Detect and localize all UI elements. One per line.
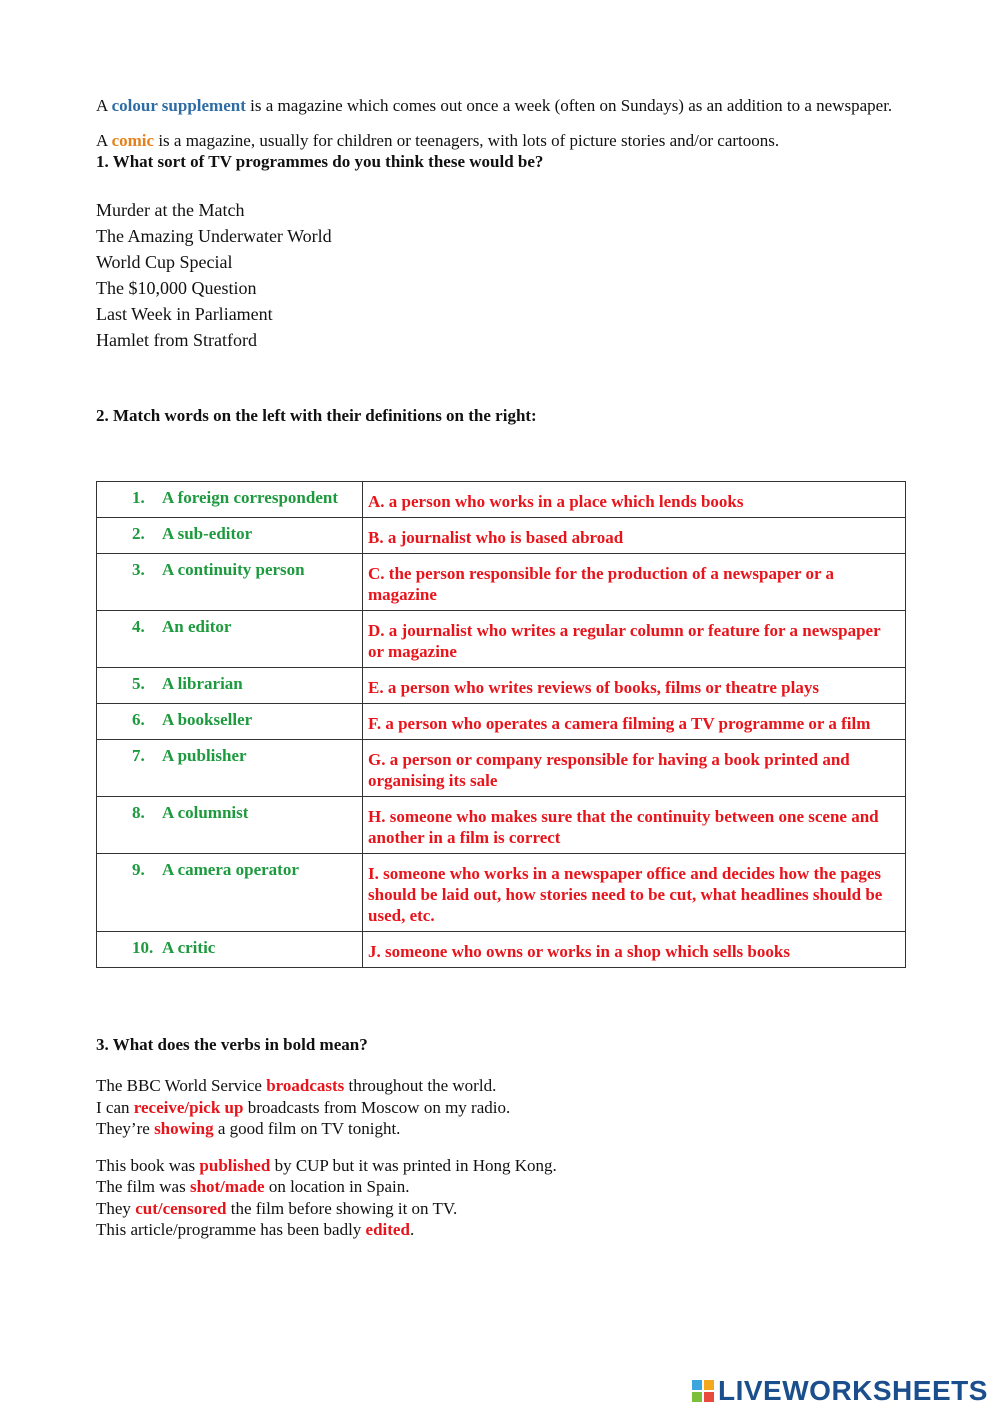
- definition-cell: [363, 932, 906, 968]
- text: throughout the world.: [344, 1076, 497, 1095]
- item-definition: I. someone who works in a newspaper office and decides how the pages should be laid out, how stories need to be cut, what headlines should be used, etc.: [368, 864, 883, 925]
- item-number-cell: [97, 746, 162, 766]
- table-row: [97, 932, 906, 968]
- item-number: 8.: [132, 803, 145, 822]
- definition-cell: [363, 668, 906, 704]
- sentence-6: [96, 1198, 906, 1220]
- word-cell: [97, 740, 363, 797]
- item-word: A bookseller: [162, 710, 253, 729]
- definition-cell: [363, 482, 906, 518]
- colour-supplement-definition: [96, 95, 906, 116]
- word-cell: [97, 704, 363, 740]
- word-wrap: [97, 554, 362, 586]
- sentence-2: [96, 1097, 906, 1119]
- logo-text: LIVEWORKSHEETS: [718, 1375, 988, 1406]
- table-row: [97, 554, 906, 611]
- text: The BBC World Service: [96, 1076, 267, 1095]
- item-word: A foreign correspondent: [162, 488, 338, 507]
- liveworksheets-logo[interactable]: [692, 1376, 988, 1406]
- text: by CUP but it was printed in Hong Kong.: [270, 1155, 557, 1175]
- sentence-3: [96, 1118, 906, 1140]
- bold-verb: published: [199, 1155, 271, 1175]
- word-cell: [97, 482, 363, 518]
- item-number-cell: [97, 524, 162, 544]
- item-number-cell: [97, 803, 162, 823]
- item-word: A sub-editor: [162, 524, 253, 543]
- item-word: A librarian: [162, 674, 243, 693]
- item-word: A publisher: [162, 746, 247, 765]
- item-definition: D. a journalist who writes a regular column or feature for a newspaper or magazine: [368, 621, 881, 661]
- item-word: A continuity person: [162, 560, 305, 579]
- item-definition: A. a person who works in a place which lends books: [368, 492, 744, 511]
- text: is a magazine, usually for children or teenagers, with lots of picture stories and/or cartoons.: [154, 131, 780, 150]
- programme-item: Hamlet from Stratford: [96, 330, 257, 350]
- word-cell: [97, 668, 363, 704]
- word-cell: [97, 797, 363, 854]
- worksheet: [96, 95, 906, 1241]
- comic-definition: [96, 130, 906, 151]
- word-cell: [97, 932, 363, 968]
- word-wrap: [97, 518, 362, 550]
- word-cell: [97, 518, 363, 554]
- logo-icon: [692, 1380, 714, 1402]
- matching-table: [96, 481, 906, 968]
- item-definition: G. a person or company responsible for having a book printed and organising its sale: [368, 750, 850, 790]
- programme-item: Last Week in Parliament: [96, 304, 273, 324]
- text: .: [409, 1220, 415, 1239]
- bold-verb: edited: [365, 1220, 410, 1239]
- item-number-cell: [97, 488, 162, 508]
- definition-cell: [363, 854, 906, 932]
- item-number-cell: [97, 560, 162, 580]
- programme-item: Murder at the Match: [96, 200, 245, 220]
- question-1-heading: 1. What sort of TV programmes do you think these would be?: [96, 152, 544, 171]
- definition-cell: [363, 740, 906, 797]
- item-number: 2.: [132, 524, 145, 543]
- word-wrap: [97, 740, 362, 772]
- table-row: [97, 704, 906, 740]
- comic-term: comic: [111, 131, 155, 150]
- table-row: [97, 854, 906, 932]
- sentence-1: [96, 1075, 906, 1097]
- item-number-cell: [97, 674, 162, 694]
- text: a good film on TV tonight.: [213, 1119, 401, 1138]
- item-word: An editor: [162, 617, 232, 636]
- bold-verb: cut/censored: [135, 1198, 227, 1218]
- word-wrap: [97, 668, 362, 700]
- item-definition: F. a person who operates a camera filming a TV programme or a film: [368, 714, 871, 733]
- question-2-heading: 2. Match words on the left with their definitions on the right:: [96, 406, 537, 425]
- word-wrap: [97, 704, 362, 736]
- item-word: A camera operator: [162, 860, 299, 879]
- word-wrap: [97, 611, 362, 643]
- item-word: A columnist: [162, 803, 249, 822]
- bold-verb: showing: [154, 1119, 214, 1138]
- programme-item: World Cup Special: [96, 252, 233, 272]
- item-number: 4.: [132, 617, 145, 636]
- question-3-heading: 3. What does the verbs in bold mean?: [96, 1035, 368, 1054]
- item-number: 10.: [132, 938, 154, 957]
- word-cell: [97, 854, 363, 932]
- item-definition: H. someone who makes sure that the continuity between one scene and another in a film is correct: [368, 807, 879, 847]
- text: This article/programme has been badly: [96, 1220, 366, 1239]
- item-number: 1.: [132, 488, 145, 507]
- item-number: 7.: [132, 746, 145, 765]
- item-number-cell: [97, 710, 162, 730]
- text: is a magazine which comes out once a week (often on Sundays) as an addition to a newspaper.: [245, 96, 893, 115]
- word-cell: [97, 611, 363, 668]
- text: This book was: [96, 1155, 200, 1175]
- bold-verb: broadcasts: [266, 1076, 345, 1095]
- word-wrap: [97, 482, 362, 514]
- table-row: [97, 797, 906, 854]
- text: broadcasts from Moscow on my radio.: [243, 1097, 511, 1117]
- table-row: [97, 518, 906, 554]
- text: They’re: [96, 1119, 155, 1138]
- bold-verb: receive/pick up: [133, 1097, 244, 1117]
- item-number: 5.: [132, 674, 145, 693]
- word-wrap: [97, 797, 362, 829]
- item-definition: J. someone who owns or works in a shop which sells books: [368, 942, 790, 961]
- table-row: [97, 611, 906, 668]
- item-definition: E. a person who writes reviews of books, films or theatre plays: [368, 678, 819, 697]
- item-number-cell: [97, 860, 162, 880]
- definition-cell: [363, 704, 906, 740]
- verb-sentences: [96, 1075, 906, 1241]
- text: They: [96, 1198, 136, 1218]
- text: A: [96, 131, 112, 150]
- colour-supplement-term: colour supplement: [111, 96, 246, 115]
- item-number-cell: [97, 938, 162, 958]
- item-number: 6.: [132, 710, 145, 729]
- definition-cell: [363, 554, 906, 611]
- bold-verb: shot/made: [189, 1177, 265, 1196]
- table-row: [97, 740, 906, 797]
- word-wrap: [97, 854, 362, 886]
- programme-item: The Amazing Underwater World: [96, 226, 332, 246]
- text: The film was: [96, 1177, 190, 1196]
- item-definition: C. the person responsible for the production of a newspaper or a magazine: [368, 564, 834, 604]
- table-row: [97, 482, 906, 518]
- word-cell: [97, 554, 363, 611]
- programme-list: [96, 197, 906, 353]
- word-wrap: [97, 932, 362, 964]
- item-number: 9.: [132, 860, 145, 879]
- text: A: [96, 96, 112, 115]
- sentence-5: [96, 1176, 906, 1198]
- item-number: 3.: [132, 560, 145, 579]
- programme-item: The $10,000 Question: [96, 278, 257, 298]
- definition-cell: [363, 797, 906, 854]
- text: on location in Spain.: [264, 1177, 410, 1196]
- matching-table-body: [97, 482, 906, 968]
- sentence-7: [96, 1219, 906, 1241]
- item-number-cell: [97, 617, 162, 637]
- definition-cell: [363, 518, 906, 554]
- item-definition: B. a journalist who is based abroad: [368, 528, 624, 547]
- table-row: [97, 668, 906, 704]
- item-word: A critic: [162, 938, 216, 957]
- text: the film before showing it on TV.: [226, 1198, 458, 1218]
- definition-cell: [363, 611, 906, 668]
- text: I can: [96, 1097, 134, 1117]
- sentence-4: [96, 1155, 906, 1177]
